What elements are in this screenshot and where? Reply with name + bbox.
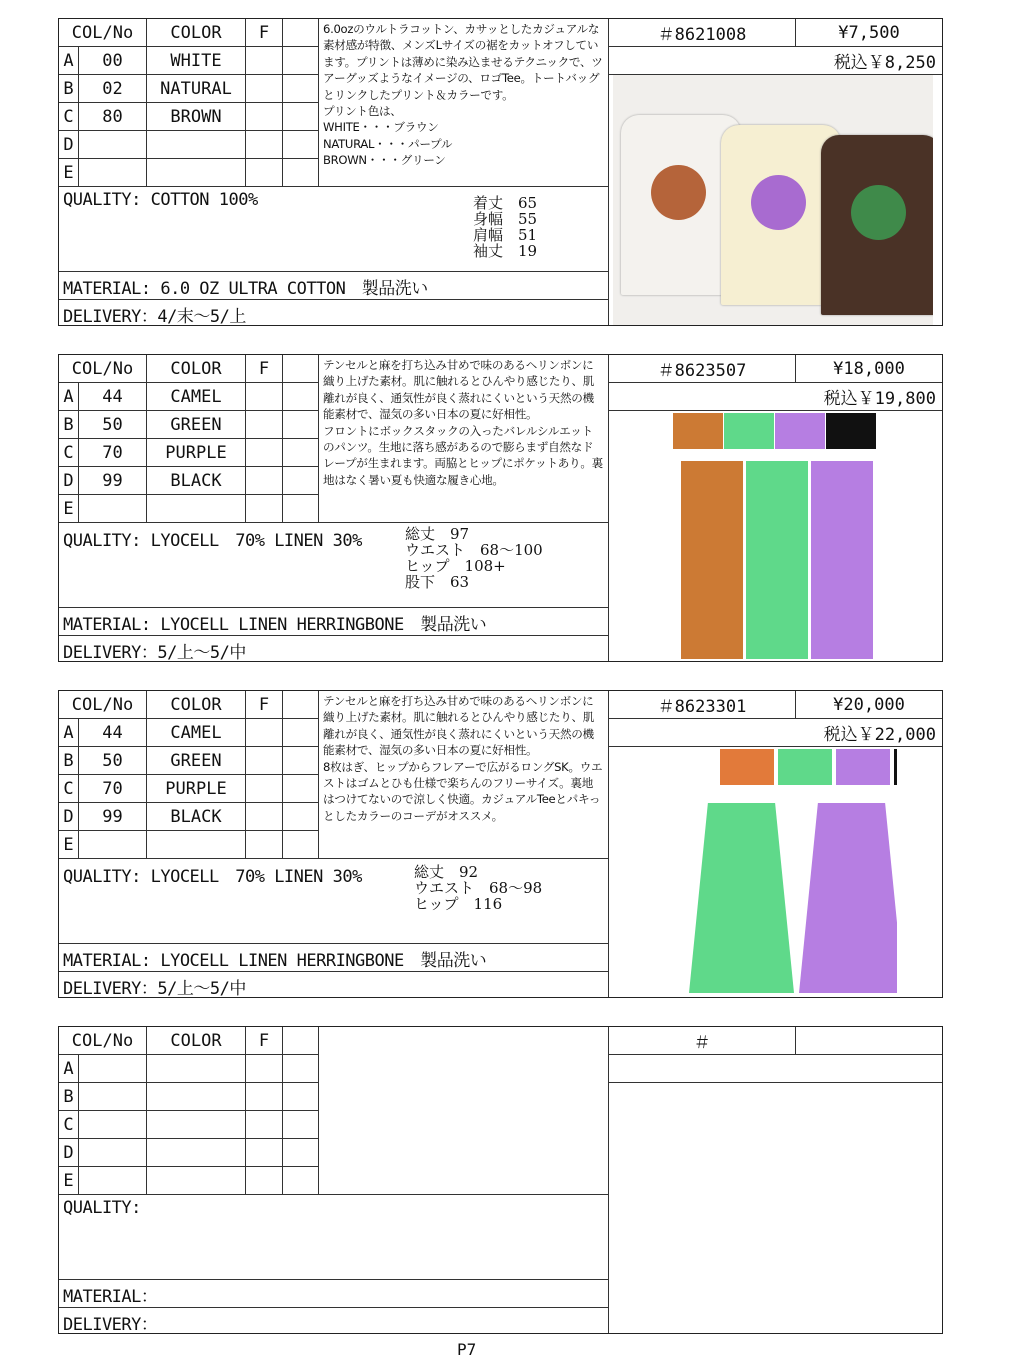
product-description: 6.0ozのウルトラコットン、カサッとしたカジュアルな素材感が特徴、メンズLサイズの裾をカットオフしています。プリントは薄めに染み込ませるテクニックで、ツアーグッズようなイメージの、ロゴTee。トートバッグとリンクしたプリント＆カラーです。 プリント色は、 WHITE・・・ブラウン NATURAL・・・パープル BROWN・・・グリーン: [319, 19, 609, 187]
f-cell: [246, 831, 283, 859]
skirt: [799, 803, 897, 993]
row-letter: A: [59, 719, 79, 747]
color-number: 02: [79, 75, 147, 103]
f-cell: [246, 747, 283, 775]
f-cell: [246, 1139, 283, 1167]
column-header: F: [246, 1027, 283, 1055]
f-cell: [246, 75, 283, 103]
divider: [59, 271, 609, 272]
column-header: COL/No: [59, 691, 147, 719]
blank-cell: [283, 75, 319, 103]
color-swatch: [811, 461, 873, 659]
row-letter: E: [59, 831, 79, 859]
row-letter: A: [59, 383, 79, 411]
material-label: MATERIAL: 6.0 OZ ULTRA COTTON 製品洗い: [63, 279, 428, 299]
color-name: BROWN: [147, 103, 246, 131]
color-number: 50: [79, 411, 147, 439]
f-cell: [246, 159, 283, 187]
color-name: PURPLE: [147, 439, 246, 467]
row-letter: B: [59, 747, 79, 775]
f-cell: [246, 719, 283, 747]
product-description: テンセルと麻を打ち込み甘めで味のあるヘリンボンに織り上げた素材。肌に触れるとひんやり感じたり、肌離れが良く、通気性が良く蒸れにくいという天然の機能素材で、湿気の多い日本の夏に好相性。 フロントにボックスタックの入ったバレルシルエットのパンツ。生地に落ち感があるので膨らまず自然なドレープが生まれます。両脇とヒップにポケットあり。裏地はなく暑い夏も快適な履き心地。: [319, 355, 609, 523]
print-graphic: [751, 175, 806, 230]
divider: [59, 971, 609, 972]
color-name: GREEN: [147, 411, 246, 439]
color-number: 44: [79, 719, 147, 747]
row-letter: A: [59, 47, 79, 75]
blank-cell: [283, 131, 319, 159]
product-number: ＃8623507: [609, 355, 796, 383]
row-letter: E: [59, 159, 79, 187]
f-cell: [246, 467, 283, 495]
quality-label: QUALITY: COTTON 100%: [63, 190, 258, 210]
product-description: テンセルと麻を打ち込み甘めで味のあるヘリンボンに織り上げた素材。肌に触れるとひんやり感じたり、肌離れが良く、通気性が良く蒸れにくいという天然の機能素材で、湿気の多い日本の夏に好相性。 8枚はぎ、ヒップからフレアーで広がるロングSK。ウエストはゴムとひも仕様で楽ちんのフリーサイズ。裏地はつけてないので涼しく快適。カジュアルTeeとパキっとしたカラーのコーデがオススメ。: [319, 691, 609, 859]
quality-label: QUALITY:: [63, 1198, 141, 1218]
product-image: [609, 1083, 942, 1333]
tax-included-price: [609, 1055, 942, 1083]
blank-cell: [283, 1139, 319, 1167]
color-name: [147, 831, 246, 859]
color-number: [79, 1167, 147, 1195]
color-name: [147, 1167, 246, 1195]
color-name: [147, 131, 246, 159]
color-number: [79, 1055, 147, 1083]
blank-cell: [283, 747, 319, 775]
color-number: 99: [79, 467, 147, 495]
column-header: F: [246, 691, 283, 719]
color-number: 99: [79, 803, 147, 831]
row-letter: B: [59, 411, 79, 439]
column-header: [283, 1027, 319, 1055]
blank-cell: [283, 159, 319, 187]
f-cell: [246, 803, 283, 831]
delivery-label: DELIVERY：4/末～5/上: [63, 307, 246, 327]
product-number: ＃8621008: [609, 19, 796, 47]
delivery-label: DELIVERY：5/上～5/中: [63, 979, 246, 999]
material-label: MATERIAL: LYOCELL LINEN HERRINGBONE 製品洗い: [63, 615, 487, 635]
color-name: [147, 1111, 246, 1139]
print-graphic: [651, 165, 706, 220]
row-letter: C: [59, 439, 79, 467]
color-number: 70: [79, 775, 147, 803]
price: ¥7,500: [796, 19, 942, 47]
color-number: [79, 495, 147, 523]
blank-cell: [283, 1167, 319, 1195]
blank-cell: [283, 411, 319, 439]
row-letter: D: [59, 467, 79, 495]
color-swatch: [681, 461, 743, 659]
color-name: WHITE: [147, 47, 246, 75]
column-header: COLOR: [147, 1027, 246, 1055]
column-header: COLOR: [147, 691, 246, 719]
row-letter: C: [59, 103, 79, 131]
color-number: [79, 1139, 147, 1167]
f-cell: [246, 103, 283, 131]
column-header: [283, 19, 319, 47]
color-swatch: [836, 749, 890, 785]
color-number: 80: [79, 103, 147, 131]
tax-included-price: 税込￥19,800: [609, 383, 942, 411]
row-letter: C: [59, 1111, 79, 1139]
color-number: [79, 1111, 147, 1139]
delivery-label: DELIVERY：: [63, 1315, 158, 1335]
product-section: [58, 354, 943, 662]
color-name: BLACK: [147, 467, 246, 495]
color-swatch: [720, 749, 774, 785]
color-number: 00: [79, 47, 147, 75]
row-letter: B: [59, 75, 79, 103]
size-spec: 総丈 97 ウエスト 68～100 ヒップ 108+ 股下 63: [405, 525, 543, 591]
color-number: [79, 159, 147, 187]
color-swatch: [775, 413, 825, 449]
divider: [59, 607, 609, 608]
column-header: COL/No: [59, 355, 147, 383]
blank-cell: [283, 439, 319, 467]
color-number: [79, 1083, 147, 1111]
row-letter: C: [59, 775, 79, 803]
color-swatch: [894, 749, 897, 785]
color-swatch: [724, 413, 774, 449]
color-swatch: [826, 413, 876, 449]
product-number: ＃8623301: [609, 691, 796, 719]
row-letter: E: [59, 1167, 79, 1195]
row-letter: B: [59, 1083, 79, 1111]
blank-cell: [283, 775, 319, 803]
color-number: [79, 831, 147, 859]
blank-cell: [283, 103, 319, 131]
price: [796, 1027, 942, 1055]
print-graphic: [851, 185, 906, 240]
f-cell: [246, 1083, 283, 1111]
f-cell: [246, 131, 283, 159]
product-section: [58, 18, 943, 326]
color-name: CAMEL: [147, 383, 246, 411]
divider: [59, 943, 609, 944]
color-number: 70: [79, 439, 147, 467]
blank-cell: [283, 495, 319, 523]
product-section: [58, 1026, 943, 1334]
color-name: [147, 495, 246, 523]
column-header: [283, 691, 319, 719]
row-letter: A: [59, 1055, 79, 1083]
blank-cell: [283, 719, 319, 747]
blank-cell: [283, 1083, 319, 1111]
f-cell: [246, 775, 283, 803]
size-spec: 着丈 65 身幅 55 肩幅 51 袖丈 19: [473, 194, 538, 260]
quality-label: QUALITY: LYOCELL 70% LINEN 30%: [63, 867, 362, 887]
divider: [59, 1307, 609, 1308]
f-cell: [246, 383, 283, 411]
column-header: COL/No: [59, 19, 147, 47]
column-header: COLOR: [147, 355, 246, 383]
column-header: COLOR: [147, 19, 246, 47]
f-cell: [246, 1111, 283, 1139]
price: ¥18,000: [796, 355, 942, 383]
blank-cell: [283, 831, 319, 859]
color-swatch: [746, 461, 808, 659]
color-name: CAMEL: [147, 719, 246, 747]
f-cell: [246, 439, 283, 467]
color-name: PURPLE: [147, 775, 246, 803]
divider: [59, 299, 609, 300]
product-image: [613, 75, 933, 325]
color-swatch: [778, 749, 832, 785]
blank-cell: [283, 47, 319, 75]
row-letter: D: [59, 131, 79, 159]
f-cell: [246, 411, 283, 439]
f-cell: [246, 47, 283, 75]
f-cell: [246, 495, 283, 523]
color-number: 44: [79, 383, 147, 411]
size-spec: 総丈 92 ウエスト 68～98 ヒップ 116: [414, 863, 543, 913]
price: ¥20,000: [796, 691, 942, 719]
color-name: [147, 1055, 246, 1083]
color-name: [147, 159, 246, 187]
row-letter: E: [59, 495, 79, 523]
row-letter: D: [59, 803, 79, 831]
divider: [59, 1279, 609, 1280]
color-name: BLACK: [147, 803, 246, 831]
delivery-label: DELIVERY：5/上～5/中: [63, 643, 246, 663]
column-header: COL/No: [59, 1027, 147, 1055]
blank-cell: [283, 1055, 319, 1083]
tax-included-price: 税込￥22,000: [609, 719, 942, 747]
blank-cell: [283, 383, 319, 411]
blank-cell: [283, 1111, 319, 1139]
color-name: [147, 1139, 246, 1167]
divider: [59, 635, 609, 636]
blank-cell: [283, 803, 319, 831]
row-letter: D: [59, 1139, 79, 1167]
f-cell: [246, 1167, 283, 1195]
color-swatch: [673, 413, 723, 449]
color-name: NATURAL: [147, 75, 246, 103]
page-number: P7: [457, 1340, 477, 1359]
material-label: MATERIAL: LYOCELL LINEN HERRINGBONE 製品洗い: [63, 951, 487, 971]
blank-cell: [283, 467, 319, 495]
skirt: [689, 803, 794, 993]
f-cell: [246, 1055, 283, 1083]
product-section: [58, 690, 943, 998]
color-number: 50: [79, 747, 147, 775]
material-label: MATERIAL：: [63, 1287, 158, 1307]
product-description: [319, 1027, 609, 1195]
quality-label: QUALITY: LYOCELL 70% LINEN 30%: [63, 531, 362, 551]
product-number: ＃: [609, 1027, 796, 1055]
product-image: [673, 411, 883, 661]
column-header: F: [246, 19, 283, 47]
color-name: GREEN: [147, 747, 246, 775]
column-header: F: [246, 355, 283, 383]
tax-included-price: 税込￥8,250: [609, 47, 942, 75]
product-image: [667, 747, 897, 997]
color-name: [147, 1083, 246, 1111]
column-header: [283, 355, 319, 383]
color-number: [79, 131, 147, 159]
